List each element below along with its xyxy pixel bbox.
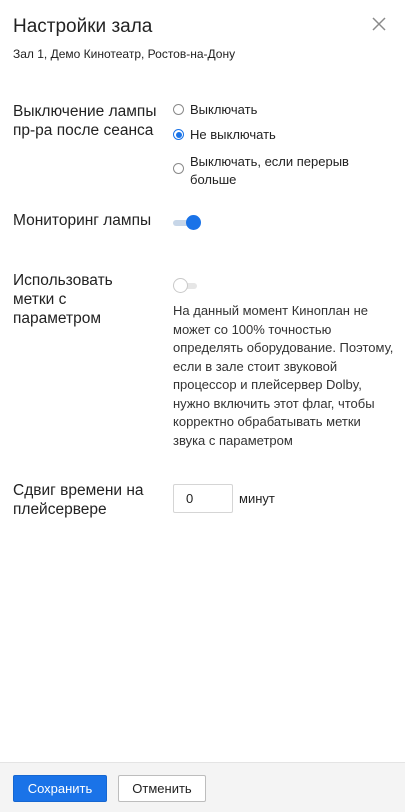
radio-label: Выключать <box>190 102 258 117</box>
cancel-button[interactable]: Отменить <box>118 775 206 802</box>
time-shift-label: Сдвиг времени на плейсервере <box>13 482 144 518</box>
toggle-knob <box>186 215 201 230</box>
hall-subtitle: Зал 1, Демо Кинотеатр, Ростов-на-Дону <box>13 47 236 61</box>
lamp-monitoring-toggle[interactable] <box>173 214 205 232</box>
radio-label: Не выключать <box>190 127 276 142</box>
save-button[interactable]: Сохранить <box>13 775 107 802</box>
radio-button-selected[interactable] <box>173 129 184 140</box>
lamp-off-label: Выключение лампы пр-ра после сеанса <box>13 103 157 139</box>
lamp-monitoring-label: Мониторинг лампы <box>13 212 152 229</box>
close-icon[interactable] <box>371 16 387 32</box>
radio-label: Выключать, если перерыв больше <box>190 154 349 187</box>
radio-button[interactable] <box>173 104 184 115</box>
radio-option-turn-off-if-break[interactable] <box>173 153 390 189</box>
param-marks-label: Использовать метки с параметром <box>13 272 113 327</box>
footer-bar <box>0 762 405 812</box>
radio-option-turn-off[interactable] <box>173 101 257 119</box>
radio-option-do-not-turn-off[interactable] <box>173 126 276 144</box>
page-title: Настройки зала <box>13 16 153 37</box>
time-shift-input[interactable] <box>173 484 233 513</box>
radio-button[interactable] <box>173 163 184 174</box>
time-shift-unit: минут <box>239 491 275 506</box>
toggle-knob <box>173 278 188 293</box>
param-marks-toggle[interactable] <box>173 277 205 295</box>
param-marks-info-text: На данный момент Киноплан не может со 100% точностью определять оборудование. Поэтому, если в зале стоит звуковой процессор и плейсервер Dolby, нужно включить этот флаг, чтобы корректно обрабатывать метки звука с параметром <box>173 303 394 448</box>
